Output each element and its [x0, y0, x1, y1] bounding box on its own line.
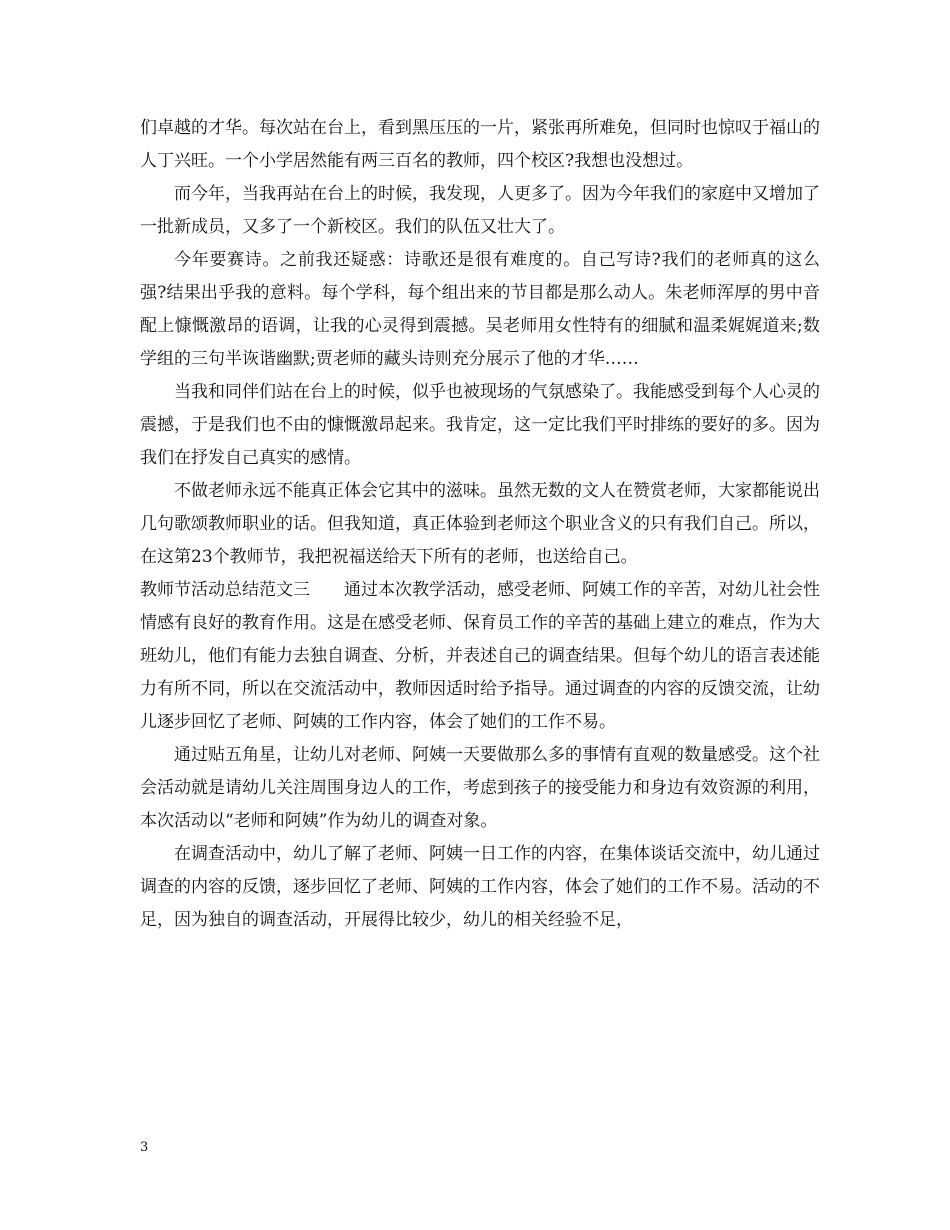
section-paragraph: [140, 574, 820, 739]
section-title: 教师节活动总结范文三: [140, 580, 310, 600]
section-text: 通过本次教学活动，感受老师、阿姨工作的辛苦，对幼儿社会性情感有良好的教育作用。这是在感受老师、保育员工作的辛苦的基础上建立的难点，作为大班幼儿，他们有能力去独自调查、分析，并表述自己的调查结果。但每个幼儿的语言表述能力有所不同，所以在交流活动中，教师因适时给予指导。通过调查的内容的反馈交流，让幼儿逐步回忆了老师、阿姨的工作内容，体会了她们的工作不易。: [140, 580, 820, 732]
paragraph-2: 而今年，当我再站在台上的时候，我发现，人更多了。因为今年我们的家庭中又增加了一批新成员，又多了一个新校区。我们的队伍又壮大了。: [140, 184, 820, 237]
document-body: [140, 112, 820, 937]
paragraph-8: 在调查活动中，幼儿了解了老师、阿姨一日工作的内容，在集体谈话交流中，幼儿通过调查的内容的反馈，逐步回忆了老师、阿姨的工作内容，体会了她们的工作不易。活动的不足，因为独自的调查活动，开展得比较少，幼儿的相关经验不足，: [140, 844, 820, 930]
paragraph-1: 们卓越的才华。每次站在台上，看到黑压压的一片，紧张再所难免，但同时也惊叹于福山的人丁兴旺。一个小学居然能有两三百名的教师，四个校区?我想也没想过。: [140, 118, 820, 171]
paragraph-4: 当我和同伴们站在台上的时候，似乎也被现场的气氛感染了。我能感受到每个人心灵的震撼，于是我们也不由的慷慨激昂起来。我肯定，这一定比我们平时排练的要好的多。因为我们在抒发自己真实的感情。: [140, 382, 820, 468]
paragraph-3: 今年要赛诗。之前我还疑惑：诗歌还是很有难度的。自己写诗?我们的老师真的这么强?结果出乎我的意料。每个学科，每个组出来的节目都是那么动人。朱老师浑厚的男中音配上慷慨激昂的语调，让我的心灵得到震撼。吴老师用女性特有的细腻和温柔娓娓道来;数学组的三句半诙谐幽默;贾老师的藏头诗则充分展示了他的才华……: [140, 250, 820, 369]
paragraph-7: 通过贴五角星，让幼儿对老师、阿姨一天要做那么多的事情有直观的数量感受。这个社会活动就是请幼儿关注周围身边人的工作，考虑到孩子的接受能力和身边有效资源的利用，本次活动以“老师和阿姨”作为幼儿的调查对象。: [140, 745, 820, 831]
paragraph-5: 不做老师永远不能真正体会它其中的滋味。虽然无数的文人在赞赏老师，大家都能说出几句歌颂教师职业的话。但我知道，真正体验到老师这个职业含义的只有我们自己。所以，在这第23个教师节，我把祝福送给天下所有的老师，也送给自己。: [140, 481, 820, 567]
page-number: 3: [140, 1140, 149, 1155]
